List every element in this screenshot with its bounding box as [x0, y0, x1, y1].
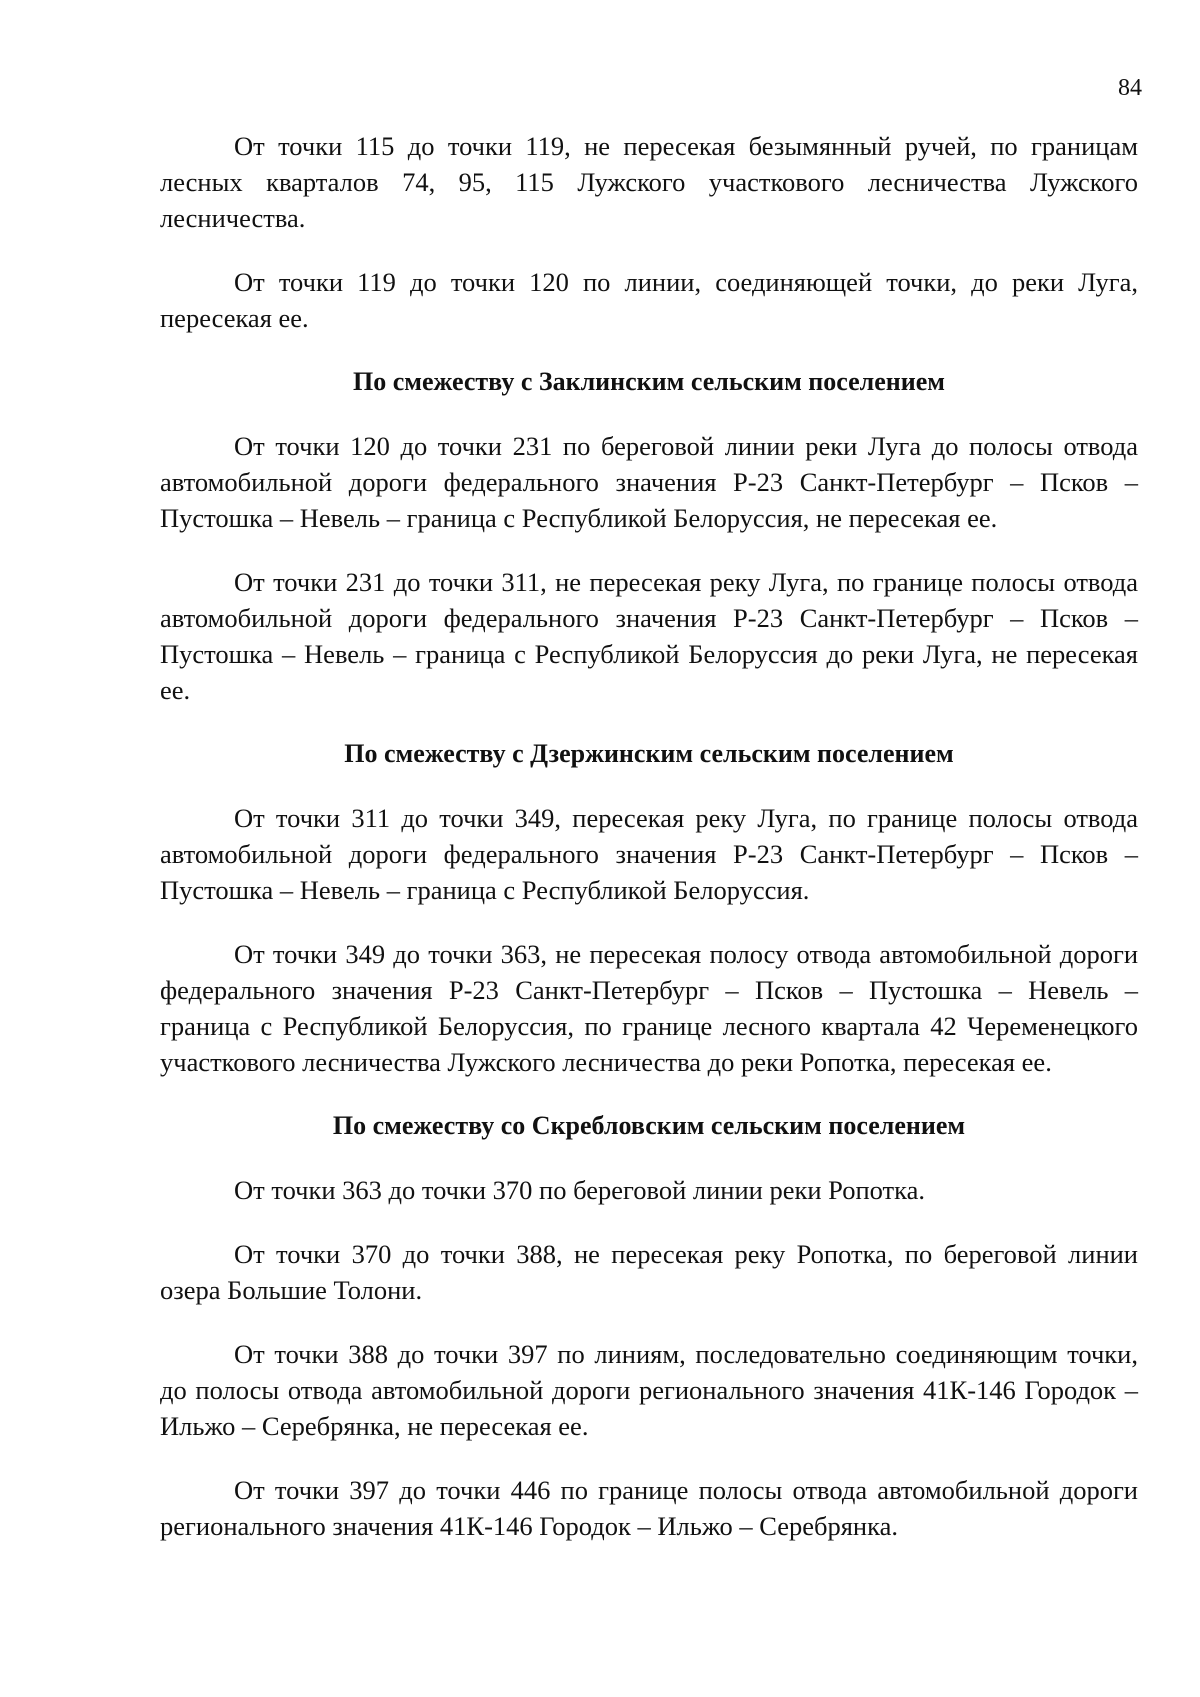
paragraph-9: От точки 388 до точки 397 по линиям, последовательно соединяющим точки, до полосы отвода автомобильной дороги регионального значения 41К-146 Городок – Ильжо – Серебрянка, не пересекая ее. [160, 1339, 1138, 1441]
paragraph-6: От точки 349 до точки 363, не пересекая полосу отвода автомобильной дороги федерального значения Р-23 Санкт-Петербург – Псков – Пустошка – Невель – граница с Республикой Белоруссия, по границе лесного квартала 42 Черемeнецкого участкового лесничества Лужского лесничества до реки Ропотка, пересекая ее. [160, 939, 1138, 1077]
paragraph-2: От точки 119 до точки 120 по линии, соединяющей точки, до реки Луга, пересекая ее. [160, 267, 1138, 333]
paragraph-5: От точки 311 до точки 349, пересекая реку Луга, по границе полосы отвода автомобильной дороги федерального значения Р-23 Санкт-Петербург – Псков – Пустошка – Невель – граница с Республикой Белоруссия. [160, 803, 1138, 905]
paragraph-3: От точки 120 до точки 231 по береговой линии реки Луга до полосы отвода автомобильной дороги федерального значения Р-23 Санкт-Петербург – Псков – Пустошка – Невель – граница с Республикой Белоруссия, не пересекая ее. [160, 431, 1138, 533]
paragraph-7: От точки 363 до точки 370 по береговой линии реки Ропотка. [234, 1175, 925, 1205]
page-number: 84 [1118, 75, 1142, 101]
section-heading-skreblovskoe: По смежеству со Скребловским сельским поселением [332, 1111, 966, 1140]
section-heading-dzerzhinskoe: По смежеству с Дзержинским сельским поселением [344, 739, 954, 768]
section-heading-zaklinskoe: По смежеству с Заклинским сельским поселением [352, 367, 945, 396]
document-body [160, 128, 1138, 1544]
paragraph-4: От точки 231 до точки 311, не пересекая реку Луга, по границе полосы отвода автомобильной дороги федерального значения Р-23 Санкт-Петербург – Псков – Пустошка – Невель – граница с Республикой Белоруссия до реки Луга, не пересекая ее. [160, 567, 1138, 705]
paragraph-10: От точки 397 до точки 446 по границе полосы отвода автомобильной дороги регионального значения 41К-146 Городок – Ильжо – Серебрянка. [160, 1475, 1138, 1541]
paragraph-1: От точки 115 до точки 119, не пересекая безымянный ручей, по границам лесных кварталов 74, 95, 115 Лужского участкового лесничества Лужского лесничества. [160, 131, 1138, 233]
paragraph-8: От точки 370 до точки 388, не пересекая реку Ропотка, по береговой линии озера Большие Толони. [160, 1239, 1138, 1305]
